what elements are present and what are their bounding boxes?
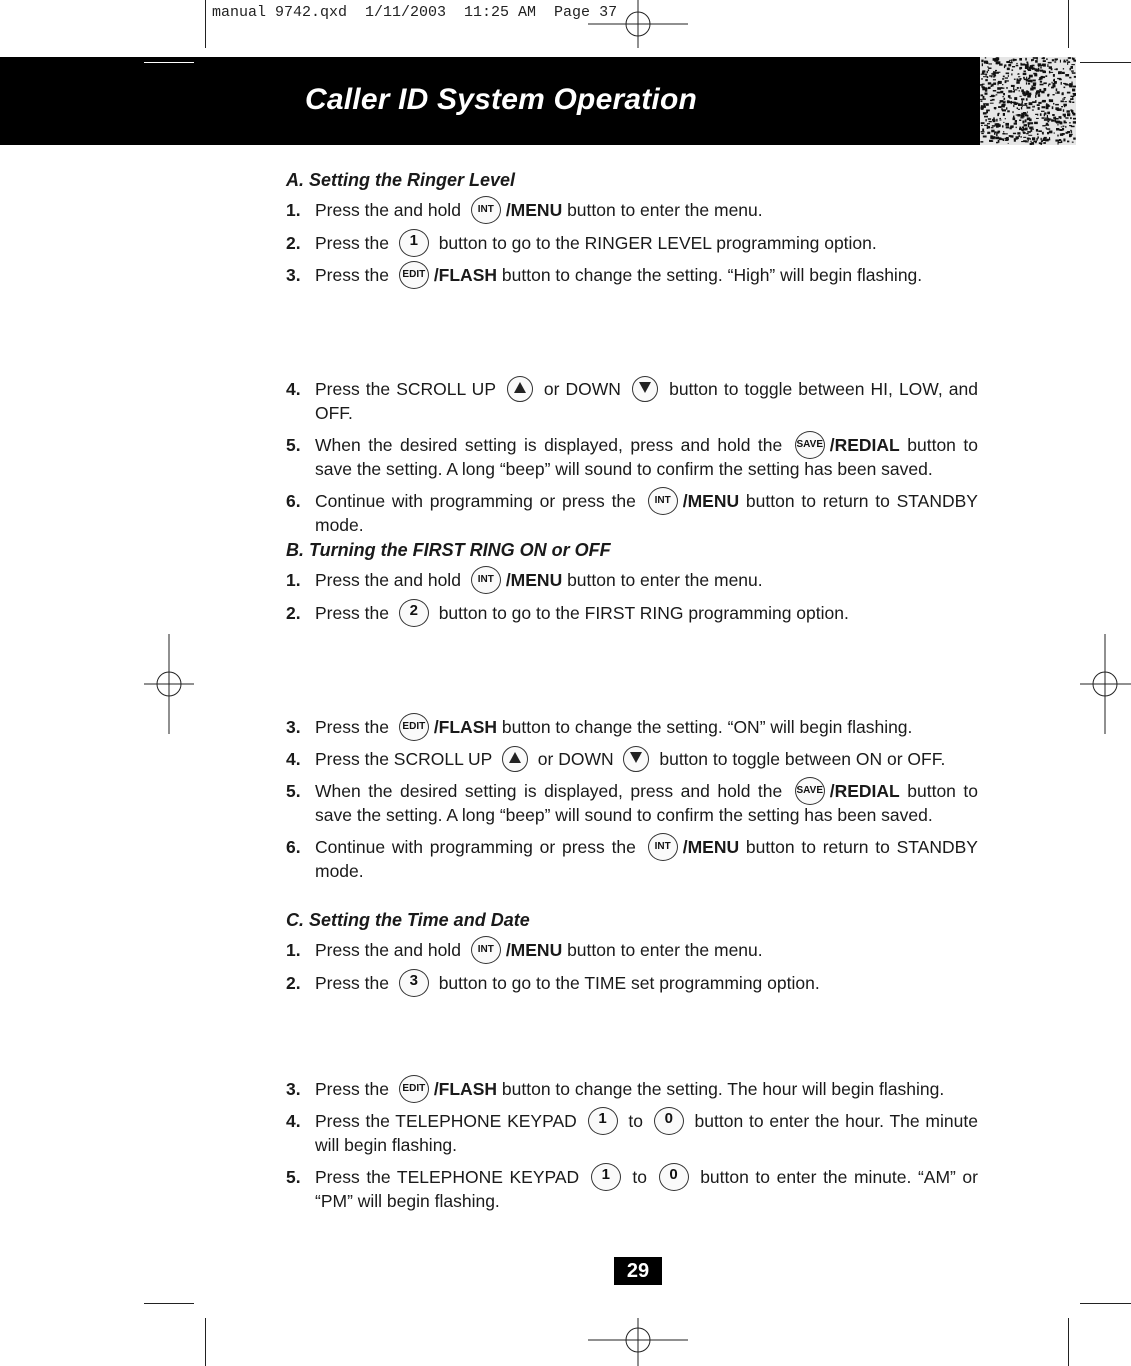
step-text: Continue with programming or press the [315,491,636,511]
step-text: button to return to STANDBY mode. [315,837,978,881]
key-2-icon: 2 [399,599,429,627]
step-text: button to change the setting. “ON” will begin flashing. [501,717,913,737]
step-text: button to toggle between ON or OFF. [659,749,946,769]
section-a-continued [286,377,978,537]
edit-button-icon: EDIT [399,261,429,289]
step [286,747,978,771]
key-0-icon: 0 [654,1107,684,1135]
step-number: 4. [286,379,301,399]
key-3-icon: 3 [399,969,429,997]
step-number: 2. [286,973,301,993]
key-label: /REDIAL [829,435,900,455]
step-number: 4. [286,1111,301,1131]
key-label: /MENU [682,837,740,857]
step-text: Press the [315,233,389,253]
step-number: 3. [286,717,301,737]
step-number: 4. [286,749,301,769]
step-text: button to enter the menu. [567,200,763,220]
step-text: or DOWN [537,749,614,769]
step-number: 1. [286,570,301,590]
step-text: button to go to the TIME set programming option. [438,973,820,993]
step-number: 6. [286,837,301,857]
step-text: Press the [315,603,389,623]
key-label: /FLASH [433,265,498,285]
section-c-continued [286,1077,978,1213]
step [286,971,978,995]
key-label: /FLASH [433,1079,498,1099]
section-c [286,908,978,995]
step-text: Press the SCROLL UP [315,379,496,399]
int-button-icon: INT [471,196,501,224]
step-number: 2. [286,603,301,623]
print-slug: manual 9742.qxd 1/11/2003 11:25 AM Page 37 [212,4,618,21]
crop-mark [205,1318,206,1366]
step-text: button to go to the FIRST RING programming option. [438,603,849,623]
step-number: 3. [286,265,301,285]
int-button-icon: INT [648,833,678,861]
crop-mark [1080,1303,1131,1304]
step-text: button to go to the RINGER LEVEL programming option. [438,233,877,253]
page-title: Caller ID System Operation [305,83,697,116]
step-text: button to enter the menu. [567,570,763,590]
step [286,601,978,625]
crop-mark [205,0,206,48]
step-text: Continue with programming or press the [315,837,636,857]
step-number: 2. [286,233,301,253]
step [286,231,978,255]
step-number: 1. [286,200,301,220]
key-label: /MENU [505,570,563,590]
step-number: 1. [286,940,301,960]
key-label: /MENU [682,491,740,511]
step-text: When the desired setting is displayed, press and hold the [315,781,783,801]
step-number: 5. [286,435,301,455]
step-number: 5. [286,781,301,801]
halftone-pattern [980,57,1076,145]
key-1-icon: 1 [588,1107,618,1135]
step-text: Press the TELEPHONE KEYPAD [315,1111,577,1131]
registration-mark [1080,634,1131,734]
section-title: A. Setting the Ringer Level [286,170,516,190]
edit-button-icon: EDIT [399,713,429,741]
crop-mark [1068,1318,1069,1366]
registration-mark [144,634,194,734]
int-button-icon: INT [471,936,501,964]
scroll-up-icon [507,376,533,402]
section-a [286,168,978,287]
key-label: /REDIAL [829,781,900,801]
int-button-icon: INT [648,487,678,515]
step-text: Press the and hold [315,940,461,960]
step-text: Press the SCROLL UP [315,749,493,769]
step-text: When the desired setting is displayed, press and hold the [315,435,783,455]
registration-mark [588,0,688,48]
step-number: 3. [286,1079,301,1099]
scroll-down-icon [623,746,649,772]
key-1-icon: 1 [399,229,429,257]
step [286,263,978,287]
page-number: 29 [614,1257,662,1285]
crop-mark [1080,62,1131,63]
step [286,377,978,425]
step [286,1077,978,1101]
step [286,198,978,222]
key-1-icon: 1 [591,1163,621,1191]
key-label: /MENU [505,200,563,220]
edit-button-icon: EDIT [399,1075,429,1103]
crop-mark [1068,0,1069,48]
step-text: or DOWN [543,379,621,399]
step-text: button to change the setting. “High” will begin flashing. [501,265,923,285]
save-button-icon: SAVE [795,777,825,805]
section-title: C. Setting the Time and Date [286,910,530,930]
banner-rule [144,62,194,63]
step [286,835,978,883]
key-0-icon: 0 [659,1163,689,1191]
step-text: button to change the setting. The hour will begin flashing. [501,1079,945,1099]
step-text: button to toggle between HI, LOW, and OFF. [315,379,978,423]
step-text: to [628,1111,643,1131]
section-title: B. Turning the FIRST RING ON or OFF [286,540,611,560]
step [286,489,978,537]
step [286,715,978,739]
save-button-icon: SAVE [795,431,825,459]
step-text: button to return to STANDBY mode. [315,491,978,535]
step-text: button to enter the hour. The minute will begin flashing. [315,1111,978,1155]
section-b-continued [286,715,978,883]
step-text: button to enter the minute. “AM” or “PM” will begin flashing. [315,1167,978,1211]
step-number: 5. [286,1167,301,1187]
section-b [286,538,978,625]
step-text: Press the and hold [315,200,461,220]
step [286,433,978,481]
step [286,568,978,592]
step-text: button to save the setting. A long “beep” will sound to confirm the setting has been saved. [315,435,978,479]
key-label: /FLASH [433,717,498,737]
step-text: Press the and hold [315,570,461,590]
registration-mark [588,1318,688,1366]
step-text: Press the TELEPHONE KEYPAD [315,1167,580,1187]
step-number: 6. [286,491,301,511]
step-text: Press the [315,973,389,993]
crop-mark [144,1303,194,1304]
step [286,1109,978,1157]
step [286,1165,978,1213]
step-text: Press the [315,265,389,285]
step-text: button to enter the menu. [567,940,763,960]
scroll-down-icon [632,376,658,402]
step [286,779,978,827]
step-text: Press the [315,717,389,737]
key-label: /MENU [505,940,563,960]
step-text: button to save the setting. A long “beep” will sound to confirm the setting has been saved. [315,781,978,825]
int-button-icon: INT [471,566,501,594]
step-text: to [632,1167,647,1187]
scroll-up-icon [502,746,528,772]
step-text: Press the [315,1079,389,1099]
step [286,938,978,962]
